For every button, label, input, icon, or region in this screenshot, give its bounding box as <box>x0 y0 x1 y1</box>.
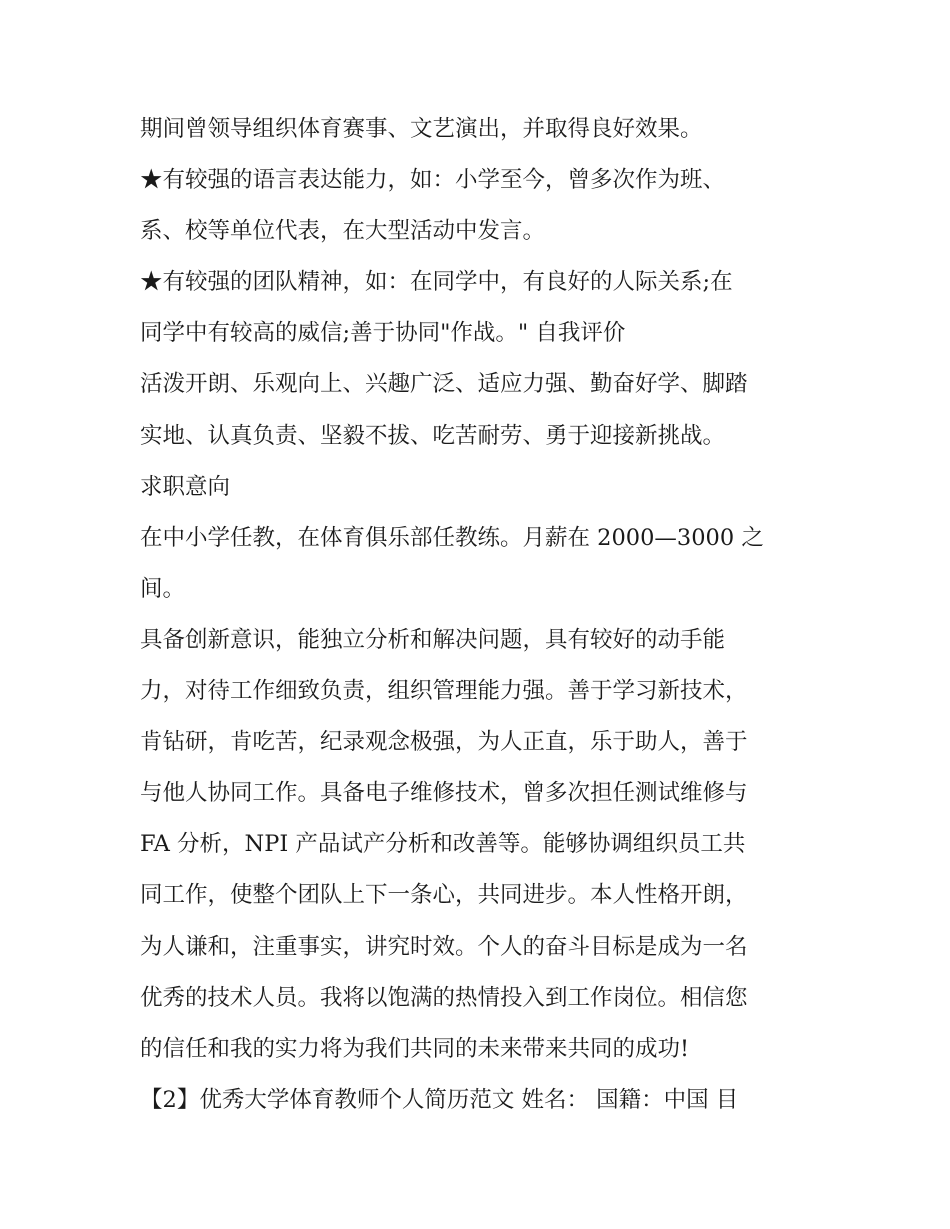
text-line: 力，对待工作细致负责，组织管理能力强。善于学习新技术， <box>140 678 748 705</box>
text-line: ★有较强的语言表达能力，如：小学至今，曾多次作为班、 <box>140 167 726 194</box>
text-line: 同学中有较高的威信;善于协同"作战。" 自我评价 <box>140 320 626 347</box>
text-line: 为人谦和，注重事实，讲究时效。个人的奋斗目标是成为一名 <box>140 933 748 960</box>
text-line: 具备创新意识，能独立分析和解决问题，具有较好的动手能 <box>140 626 726 653</box>
document-body <box>140 104 830 1126</box>
text-line: 系、校等单位代表，在大型活动中发言。 <box>140 218 546 245</box>
text-line: 间。 <box>140 575 186 602</box>
text-line: 活泼开朗、乐观向上、兴趣广泛、适应力强、勤奋好学、脚踏 <box>140 371 748 398</box>
text-line: 与他人协同工作。具备电子维修技术，曾多次担任测试维修与 <box>140 780 748 807</box>
text-line: 【2】优秀大学体育教师个人简历范文 姓名： 国籍：中国 目 <box>140 1086 739 1113</box>
text-line: 的信任和我的实力将为我们共同的未来带来共同的成功! <box>140 1035 690 1062</box>
text-line: FA 分析，NPI 产品试产分析和改善等。能够协调组织员工共 <box>140 831 746 858</box>
text-line: ★有较强的团队精神，如：在同学中，有良好的人际关系;在 <box>140 269 733 296</box>
section-heading: 求职意向 <box>140 473 231 500</box>
text-line: 优秀的技术人员。我将以饱满的热情投入到工作岗位。相信您 <box>140 984 748 1011</box>
text-line: 期间曾领导组织体育赛事、文艺演出，并取得良好效果。 <box>140 116 703 142</box>
text-line: 在中小学任教，在体育俱乐部任教练。月薪在 2000—3000 之 <box>140 524 764 551</box>
text-line: 实地、认真负责、坚毅不拔、吃苦耐劳、勇于迎接新挑战。 <box>140 422 726 449</box>
text-line: 肯钻研，肯吃苦，纪录观念极强，为人正直，乐于助人，善于 <box>140 729 748 756</box>
text-line: 同工作，使整个团队上下一条心，共同进步。本人性格开朗， <box>140 882 748 909</box>
